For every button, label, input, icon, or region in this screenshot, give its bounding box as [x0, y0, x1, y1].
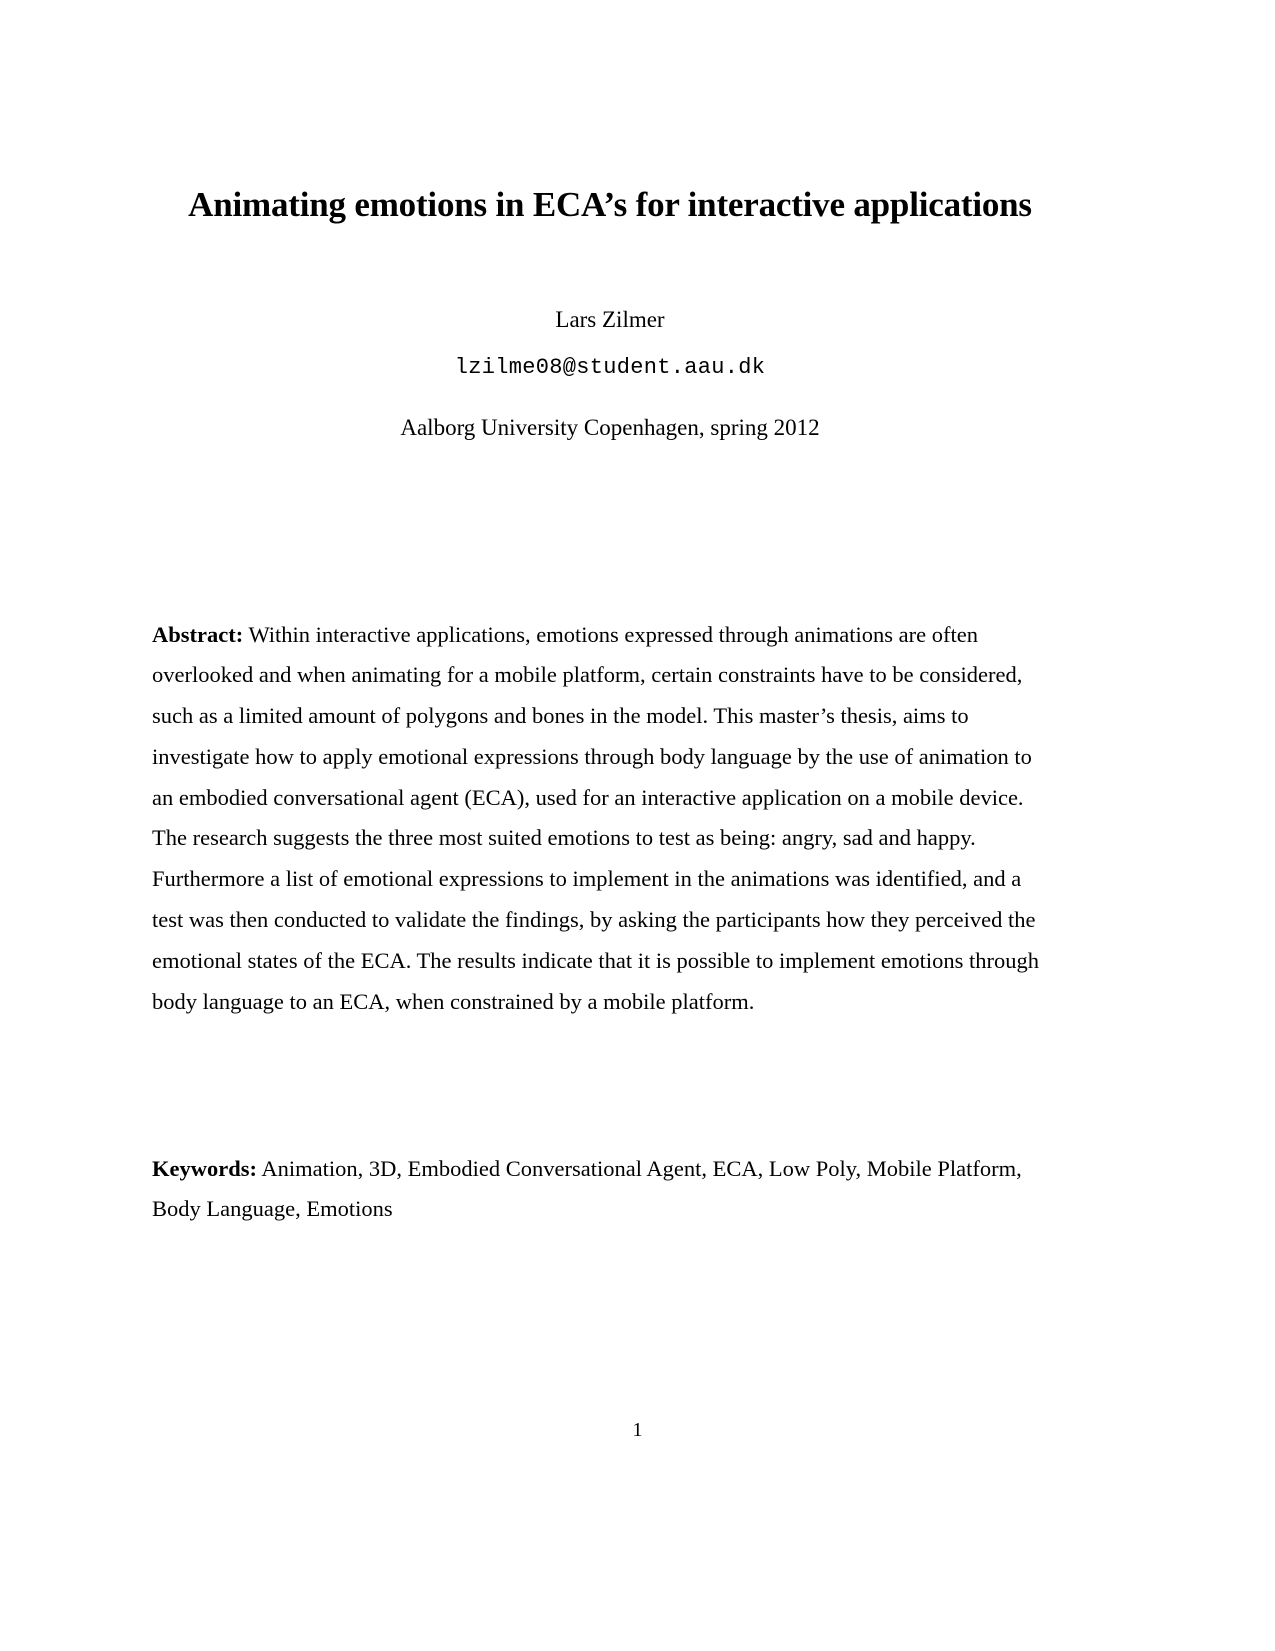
- author-email[interactable]: lzilme08@student.aau.dk: [454, 355, 766, 380]
- page-title: Animating emotions in ECA’s for interactive applications: [188, 185, 1032, 225]
- keywords-label: Keywords:: [152, 1155, 257, 1181]
- page-number: 1: [632, 1419, 643, 1441]
- keywords-body: Animation, 3D, Embodied Conversational Agent, ECA, Low Poly, Mobile Platform, Body Language, Emotions: [152, 1155, 1022, 1222]
- author-name: Lars Zilmer: [555, 307, 665, 332]
- keywords-section: [152, 1149, 1057, 1231]
- abstract-body: Within interactive applications, emotions expressed through animations are often overlooked and when animating for a mobile platform, certain constraints have to be considered, such as a limited amount of polygons and bones in the model. This master’s thesis, aims to investigate how to apply emotional expressions through body language by the use of animation to an embodied conversational agent (ECA), used for an interactive application on a mobile device. The research suggests the three most suited emotions to test as being: angry, sad and happy. Furthermore a list of emotional expressions to implement in the animations was identified, and a test was then conducted to validate the findings, by asking the participants how they perceived the emotional states of the ECA. The results indicate that it is possible to implement emotions through body language to an ECA, when constrained by a mobile platform.: [152, 621, 1039, 1014]
- abstract-section: [152, 615, 1057, 1023]
- author-block: [150, 305, 1070, 443]
- author-affiliation: Aalborg University Copenhagen, spring 2012: [400, 415, 820, 440]
- abstract-label: Abstract:: [152, 621, 244, 647]
